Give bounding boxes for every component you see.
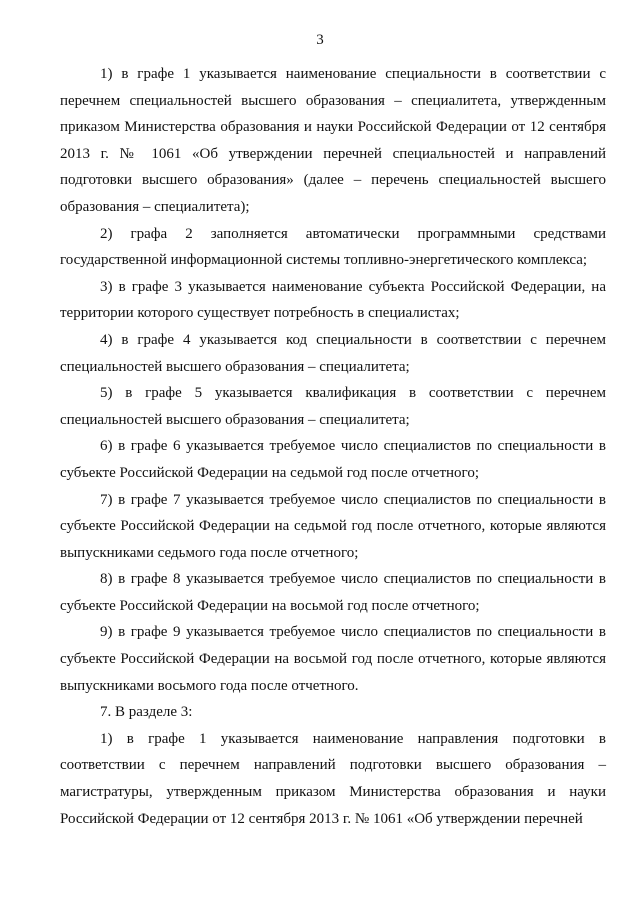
paragraph-item-8: 8) в графе 8 указывается требуемое число специалистов по специальности в субъекте Российской Федерации на восьмой год после отчетного; — [60, 571, 606, 614]
paragraph-item-5: 5) в графе 5 указывается квалификация в соответствии с перечнем специальностей высшего образования – специалитета; — [60, 385, 606, 428]
section-heading: 7. В разделе 3: — [100, 704, 193, 721]
paragraph-item-1: 1) в графе 1 указывается наименование специальности в соответствии с перечнем специальностей высшего образования – специалитета, утвержденным приказом Министерства образования и науки Российской Федерации от 12 сентября 2013 г. № 1061 «Об утверждении перечней специальностей и направлений подготовки высшего образования» (далее – перечень специальностей высшего образования – специалитета); — [60, 66, 606, 215]
paragraph-item-10: 1) в графе 1 указывается наименование направления подготовки в соответствии с перечнем направлений подготовки высшего образования – магистратуры, утвержденным приказом Министерства образования и науки Российской Федерации от 12 сентября 2013 г. № 1061 «Об утверждении перечней — [60, 730, 606, 827]
document-body — [60, 61, 606, 832]
paragraph-item-6: 6) в графе 6 указывается требуемое число специалистов по специальности в субъекте Российской Федерации на седьмой год после отчетного; — [60, 438, 606, 481]
paragraph-item-9: 9) в графе 9 указывается требуемое число специалистов по специальности в субъекте Российской Федерации на восьмой год после отчетного, которые являются выпускниками восьмого года после отчетного. — [60, 624, 606, 694]
paragraph-item-2: 2) графа 2 заполняется автоматически программными средствами государственной информационной системы топливно-энергетического комплекса; — [60, 225, 606, 269]
page-number: 3 — [316, 32, 324, 48]
paragraph-item-3: 3) в графе 3 указывается наименование субъекта Российской Федерации, на территории которого существует потребность в специалистах; — [60, 278, 606, 322]
paragraph-item-7: 7) в графе 7 указывается требуемое число специалистов по специальности в субъекте Российской Федерации на седьмой год после отчетного, которые являются выпускниками седьмого года после отчетного; — [60, 491, 606, 561]
paragraph-item-4: 4) в графе 4 указывается код специальности в соответствии с перечнем специальностей высшего образования – специалитета; — [60, 331, 606, 375]
